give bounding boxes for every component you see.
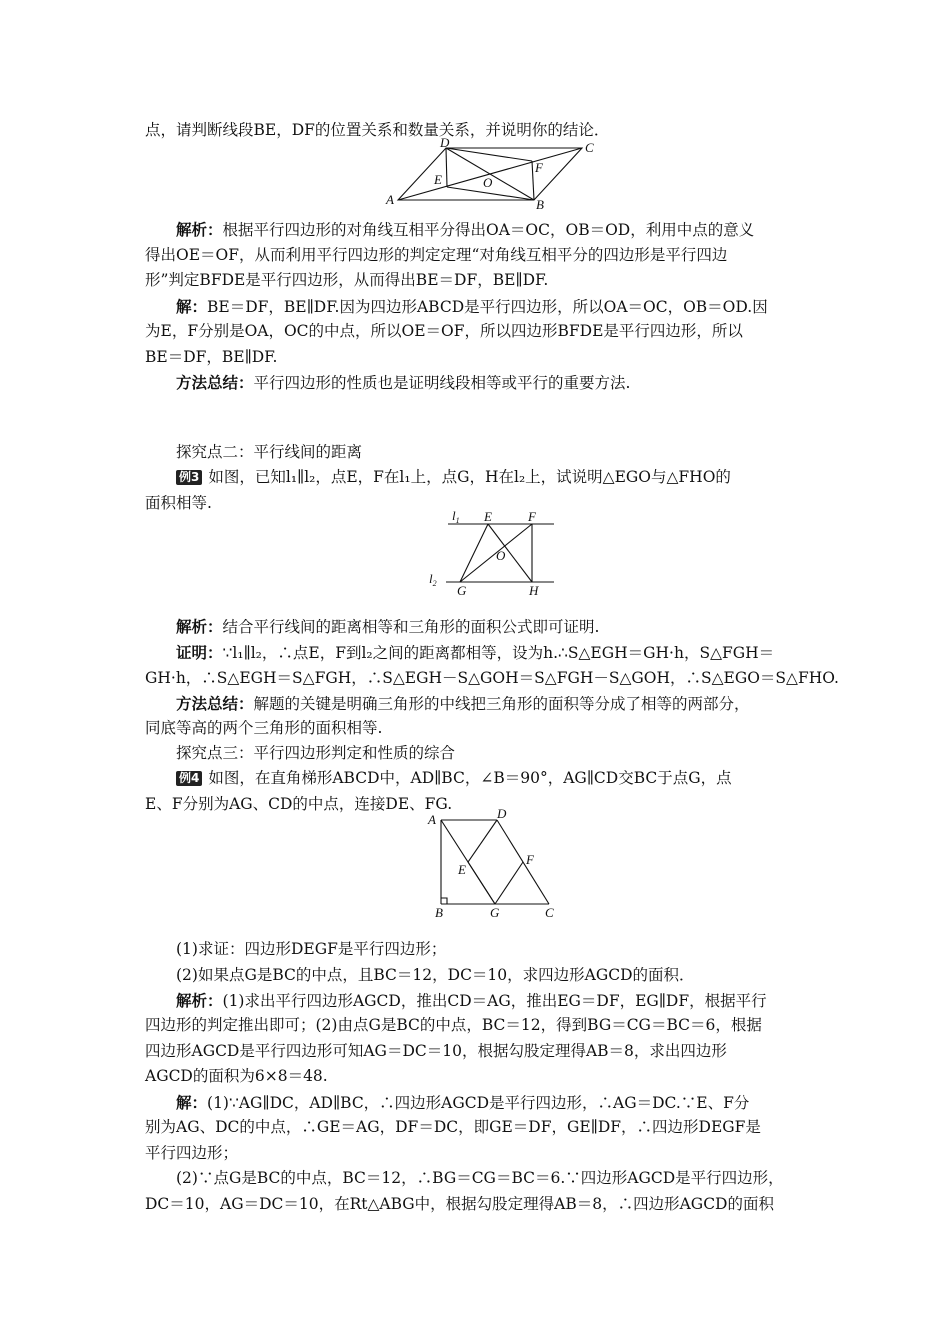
right-angle-mark (441, 898, 447, 904)
label-c: C (545, 905, 554, 920)
example-3-badge: 例3 (176, 470, 202, 485)
label-g: G (490, 905, 500, 920)
example-4-badge: 例4 (176, 771, 202, 786)
ex4-analysis-line-1: 解析：(1)求出平行四边形AGCD，推出CD＝AG，推出EG＝DF，EG∥DF，根据平行 (176, 991, 767, 1010)
ex3-analysis: 解析：结合平行线间的距离相等和三角形的面积公式即可证明. (176, 617, 600, 636)
ex2-solution-line-3: BE＝DF，BE∥DF. (145, 348, 278, 366)
ex4-analysis-line-4: AGCD的面积为6×8＝48. (145, 1067, 328, 1085)
ex4-analysis-line-2: 四边形的判定推出即可；(2)由点G是BC的中点，BC＝12，得到BG＝CG＝BC＝6，根据 (145, 1016, 762, 1034)
intro-line: 点，请判断线段BE，DF的位置关系和数量关系，并说明你的结论． (145, 121, 610, 139)
section-3-title: 探究点三：平行四边形判定和性质的综合 (176, 744, 456, 762)
segment-eg (468, 862, 495, 904)
ex3-question-line-1: 例3 如图，已知l₁∥l₂，点E，F在l₁上，点G，H在l₂上，试说明△EGO与△FHO的 (145, 465, 810, 491)
label-d: D (440, 138, 450, 150)
ex4-solution-line-3: 平行四边形； (145, 1144, 239, 1162)
ex3-proof-line-1: 证明：∵l₁∥l₂，∴点E，F到l₂之间的距离都相等，设为h.∴S△EGH＝GH·h，S△FGH＝ (176, 643, 775, 662)
section-2-title: 探究点二：平行线间的距离 (176, 443, 363, 461)
ex2-solution-line-2: 为E，F分别是OA，OC的中点，所以OE＝OF，所以四边形BFDE是平行四边形，所以 (145, 322, 743, 340)
label-e: E (458, 862, 466, 877)
label-l1: $l_1$ (452, 508, 460, 525)
label-h: H (529, 583, 539, 598)
ex4-question-line-1: 例4 如图，在直角梯形ABCD中，AD∥BC，∠B＝90°，AG∥CD交BC于点G，点 (145, 766, 810, 792)
ex3-summary-line-1: 方法总结：解题的关键是明确三角形的中线把三角形的面积等分成了相等的两部分， (176, 694, 750, 713)
ex3-summary-line-2: 同底等高的两个三角形的面积相等. (145, 719, 383, 737)
segment-bf (532, 161, 534, 200)
ex4-solution-line-4: (2)∵点G是BC的中点，BC＝12，∴BG＝CG＝BC＝6.∵四边形AGCD是平行四边形， (176, 1169, 784, 1187)
label-f: F (535, 160, 543, 175)
label-e: E (434, 172, 442, 187)
ex2-analysis-line-1: 解析：根据平行四边形的对角线互相平分得出OA＝OC，OB＝OD，利用中点的意义 (176, 220, 755, 239)
ex4-solution-line-1: 解：(1)∵AG∥DC，AD∥BC，∴四边形AGCD是平行四边形，∴AG＝DC.∵E、F分 (176, 1093, 750, 1112)
ex3-proof-line-2: GH·h，∴S△EGH＝S△FGH，∴S△EGH－S△GOH＝S△FGH－S△GOH，∴S△EGO＝S△FHO. (145, 669, 839, 687)
ex4-solution-line-2: 别为AG、DC的中点，∴GE＝AG，DF＝DC，即GE＝DF，GE∥DF，∴四边形DEGF是 (145, 1118, 761, 1136)
label-f: F (528, 509, 536, 524)
label-b: B (435, 905, 443, 920)
label-b: B (536, 197, 544, 210)
ex4-question-line-2: E、F分别为AG、CD的中点，连接DE、FG. (145, 795, 453, 813)
label-l2: $l_2$ (429, 571, 437, 588)
label-a: A (428, 812, 436, 827)
label-o: O (496, 548, 506, 563)
label-a: A (386, 192, 394, 207)
segment-df (446, 148, 532, 161)
label-o: O (483, 175, 493, 190)
ex2-summary: 方法总结：平行四边形的性质也是证明线段相等或平行的重要方法. (176, 373, 631, 392)
ex4-part-1: (1)求证：四边形DEGF是平行四边形； (176, 940, 447, 958)
segment-de (468, 820, 497, 862)
figure-parallel-lines (428, 508, 558, 598)
ex4-analysis-line-3: 四边形AGCD是平行四边形可知AG＝DC＝10，根据勾股定理得AB＝8，求出四边形 (145, 1042, 727, 1060)
segment-eg (460, 524, 488, 582)
ex4-solution-line-5: DC＝10，AG＝DC＝10，在Rt△ABG中，根据勾股定理得AB＝8，∴四边形AGCD的面积 (145, 1195, 774, 1213)
ex2-solution-line-1: 解：BE＝DF，BE∥DF.因为四边形ABCD是平行四边形，所以OA＝OC，OB＝OD.因 (176, 297, 768, 316)
figure-right-trapezoid (425, 808, 565, 920)
label-g: G (457, 583, 467, 598)
label-c: C (585, 140, 594, 155)
label-d: D (497, 808, 507, 821)
label-e: E (484, 509, 492, 524)
segment-eh (488, 524, 532, 582)
diagonal-bd (446, 148, 534, 200)
segment-gf (495, 862, 523, 904)
ex2-analysis-line-3: 形”判定BFDE是平行四边形，从而得出BE＝DF，BE∥DF. (145, 271, 549, 289)
figure-parallelogram-abcd (382, 138, 600, 210)
segment-de (446, 148, 447, 187)
ex2-analysis-line-2: 得出OE＝OF，从而利用平行四边形的判定定理“对角线互相平分的四边形是平行四边 (145, 246, 728, 264)
ex4-part-2: (2)如果点G是BC的中点，且BC＝12，DC＝10，求四边形AGCD的面积． (176, 966, 695, 984)
label-f: F (526, 852, 534, 867)
ex3-question-line-2: 面积相等. (145, 494, 212, 512)
